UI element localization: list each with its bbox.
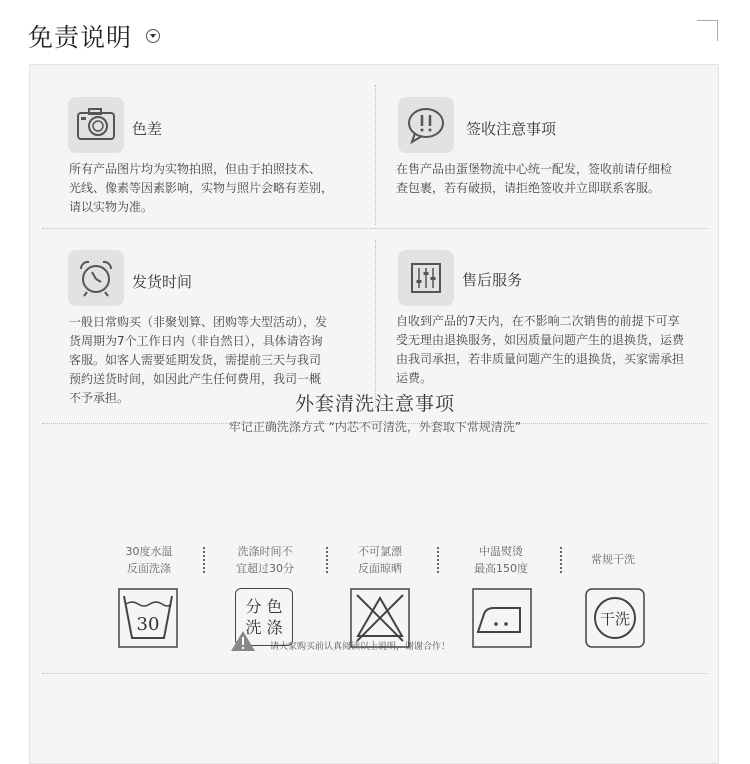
alarm-clock-icon-box bbox=[68, 250, 124, 306]
iron-medium-icon bbox=[472, 588, 532, 648]
column-divider-top bbox=[375, 85, 376, 225]
exclamation-icon-box bbox=[398, 97, 454, 153]
text-line: 在售产品由蛋堡物流中心统一配发，签收前请仔细检 bbox=[396, 162, 673, 176]
care-separator bbox=[437, 547, 439, 573]
text-line: 请以实物为准。 bbox=[69, 200, 154, 214]
separate-wash-line: 洗 涤 bbox=[245, 618, 283, 637]
text-line: 查包裹，若有破损，请拒绝签收并立即联系客服。 bbox=[396, 181, 661, 195]
care-label-line: 洗涤时间不 bbox=[237, 545, 293, 558]
text-line: 所有产品图片均为实物拍照，但由于拍照技术、 bbox=[69, 162, 322, 176]
text-line: 自收到产品的7天内，在不影响二次销售的前提下可享 bbox=[396, 314, 680, 328]
care-subtitle: 牢记正确洗涤方式 “内芯不可清洗，外套取下常规清洗” bbox=[228, 420, 522, 434]
care-label-line: 中温熨烫 bbox=[479, 545, 523, 558]
text-line: 光线、像素等因素影响，实物与照片会略有差别， bbox=[69, 181, 334, 195]
care-label-line: 常规干洗 bbox=[591, 553, 635, 566]
service-panel-icon bbox=[398, 250, 454, 306]
care-separator bbox=[560, 547, 562, 573]
text-line: 由我司承担，若非质量问题产生的退换货，买家需承担 bbox=[396, 352, 685, 366]
care-label-line: 不可氯漂 bbox=[358, 545, 402, 558]
care-divider bbox=[42, 673, 708, 674]
care-separator bbox=[326, 547, 328, 573]
item-title-delivery: 发货时间 bbox=[132, 273, 193, 291]
item-title-signing: 签收注意事项 bbox=[466, 120, 557, 138]
dry-clean-text: 干洗 bbox=[599, 610, 631, 628]
care-label-line: 30度水温 bbox=[125, 545, 173, 558]
warning-icon bbox=[230, 630, 256, 652]
row-divider bbox=[42, 228, 708, 229]
item-text-aftersales bbox=[396, 312, 706, 388]
care-label-dryclean bbox=[563, 551, 663, 568]
corner-decoration bbox=[697, 20, 718, 41]
care-label-line: 反面晾晒 bbox=[358, 562, 402, 575]
notice-text: 请大家购买前认真阅读以上说明，谢谢合作！ bbox=[270, 642, 451, 652]
item-text-color bbox=[69, 160, 369, 217]
item-text-signing bbox=[396, 160, 706, 198]
camera-icon bbox=[68, 97, 124, 153]
care-label-duration bbox=[215, 543, 315, 577]
text-line: 运费。 bbox=[396, 371, 433, 385]
care-label-temperature bbox=[99, 543, 199, 577]
care-label-iron bbox=[451, 543, 551, 577]
care-title: 外套清洗注意事项 bbox=[294, 393, 455, 415]
text-line: 受无理由退换服务，如因质量问题产生的退换货，运费 bbox=[396, 333, 685, 347]
service-icon-box bbox=[398, 250, 454, 306]
wash-temp-text: 30 bbox=[136, 614, 160, 635]
text-line: 不予承担。 bbox=[69, 391, 130, 405]
page-title: 免责说明 bbox=[28, 23, 133, 52]
exclamation-bubble-icon bbox=[398, 97, 454, 153]
text-line: 一般日常购买（非聚划算、团购等大型活动），发 bbox=[69, 315, 328, 329]
care-label-line: 宜超过30分 bbox=[236, 562, 294, 575]
camera-icon-box bbox=[68, 97, 124, 153]
collapse-toggle-icon[interactable] bbox=[146, 29, 160, 43]
item-title-aftersales: 售后服务 bbox=[462, 271, 523, 289]
column-divider-bottom bbox=[375, 240, 376, 408]
separate-wash-line: 分 色 bbox=[245, 597, 283, 616]
text-line: 预约送货时间，如因此产生任何费用，我司一概 bbox=[69, 372, 322, 386]
text-line: 货周期为7个工作日内（非自然日），具体请咨询 bbox=[69, 334, 323, 348]
care-label-line: 最高150度 bbox=[474, 562, 528, 575]
care-label-line: 反面洗涤 bbox=[127, 562, 171, 575]
care-label-bleach bbox=[330, 543, 430, 577]
wash-30-icon bbox=[118, 588, 178, 648]
care-separator bbox=[203, 547, 205, 573]
alarm-clock-icon bbox=[68, 250, 124, 306]
text-line: 客服。如客人需要延期发货，需提前三天与我司 bbox=[69, 353, 322, 367]
dry-clean-icon bbox=[585, 588, 645, 648]
item-title-color: 色差 bbox=[132, 120, 163, 138]
